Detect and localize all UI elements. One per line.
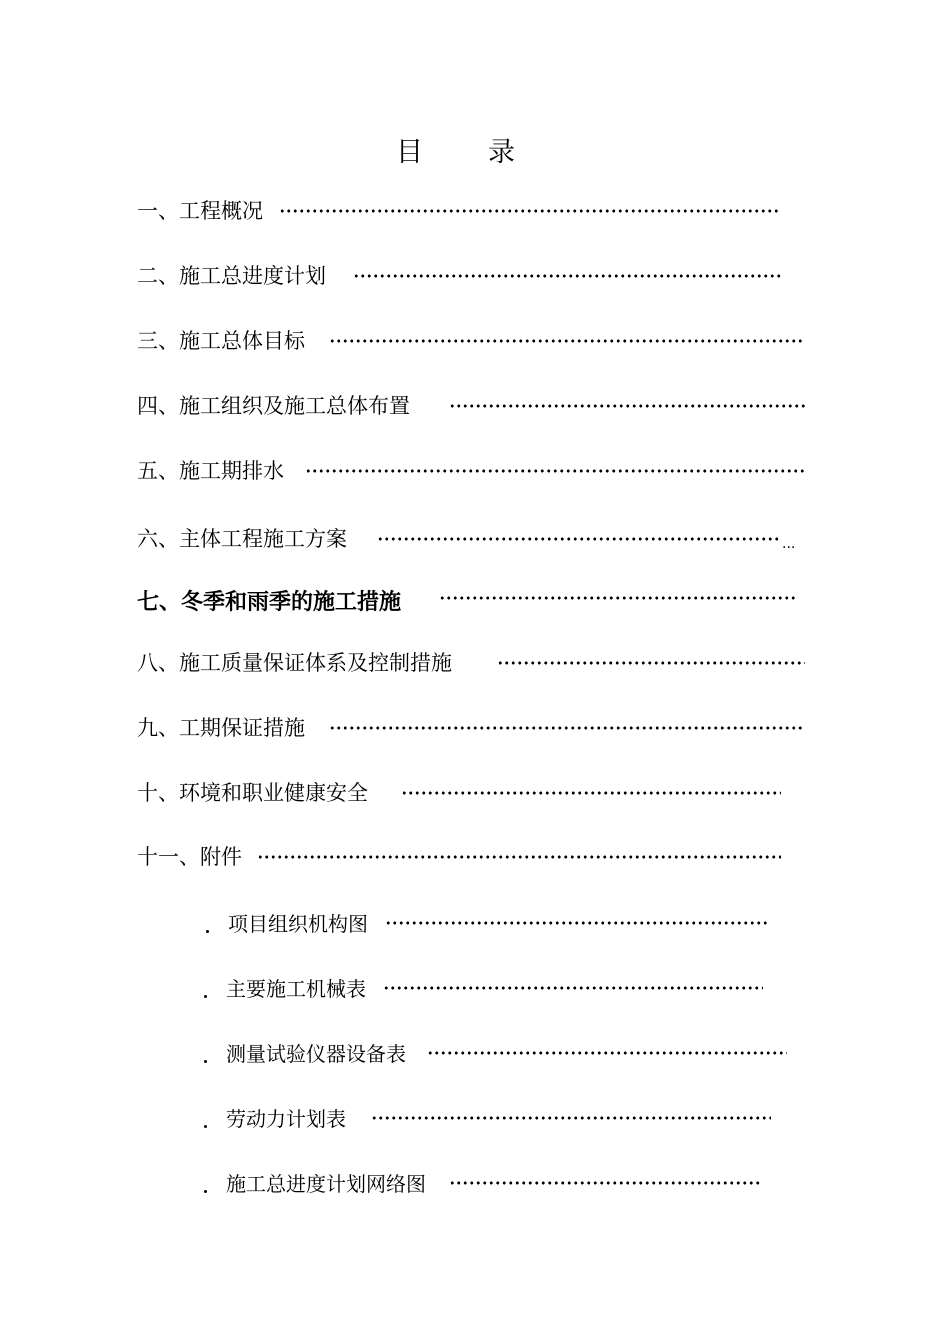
toc-trailing-dots-6: ... — [782, 536, 796, 552]
toc-entry-1: 一、工程概况 — [137, 199, 263, 223]
toc-entry-3: 三、施工总体目标 — [137, 329, 305, 353]
toc-sub-entry-4: 劳动力计划表 — [226, 1107, 346, 1131]
toc-entry-8: 八、施工质量保证体系及控制措施 — [137, 651, 452, 675]
sub-bullet-1 — [206, 930, 209, 933]
toc-leader-11 — [257, 855, 781, 859]
toc-sub-leader-4 — [371, 1116, 771, 1120]
toc-leader-8 — [497, 661, 805, 665]
toc-leader-5 — [305, 469, 805, 473]
toc-leader-2 — [353, 274, 781, 278]
toc-title-char-1: 目 — [396, 137, 423, 168]
toc-title-char-2: 录 — [488, 137, 515, 168]
toc-entry-9: 九、工期保证措施 — [137, 716, 305, 740]
toc-entry-11: 十一、附件 — [137, 845, 242, 869]
toc-leader-7 — [439, 596, 797, 600]
sub-bullet-3 — [204, 1060, 207, 1063]
toc-title — [396, 130, 526, 170]
toc-sub-leader-3 — [427, 1051, 787, 1055]
toc-sub-leader-5 — [449, 1181, 761, 1185]
toc-sub-entry-5: 施工总进度计划网络图 — [226, 1172, 426, 1196]
toc-entry-6: 六、主体工程施工方案 — [137, 527, 347, 551]
toc-leader-9 — [329, 726, 805, 730]
toc-entry-10: 十、环境和职业健康安全 — [137, 781, 368, 805]
sub-bullet-2 — [204, 995, 207, 998]
toc-sub-entry-1: 项目组织机构图 — [228, 912, 368, 936]
toc-sub-entry-2: 主要施工机械表 — [226, 977, 366, 1001]
toc-entry-7: 七、冬季和雨季的施工措施 — [137, 590, 402, 615]
toc-sub-leader-1 — [385, 921, 767, 925]
sub-bullet-4 — [204, 1125, 207, 1128]
toc-entry-2: 二、施工总进度计划 — [137, 264, 326, 288]
toc-leader-10 — [401, 791, 781, 795]
toc-leader-6 — [377, 537, 781, 541]
toc-leader-4 — [449, 404, 805, 408]
toc-leader-3 — [329, 339, 805, 343]
toc-leader-1 — [279, 209, 781, 213]
toc-sub-entry-3: 测量试验仪器设备表 — [226, 1042, 406, 1066]
toc-sub-leader-2 — [383, 986, 763, 990]
toc-entry-5: 五、施工期排水 — [137, 459, 284, 483]
toc-entry-4: 四、施工组织及施工总体布置 — [137, 394, 410, 418]
sub-bullet-5 — [204, 1190, 207, 1193]
